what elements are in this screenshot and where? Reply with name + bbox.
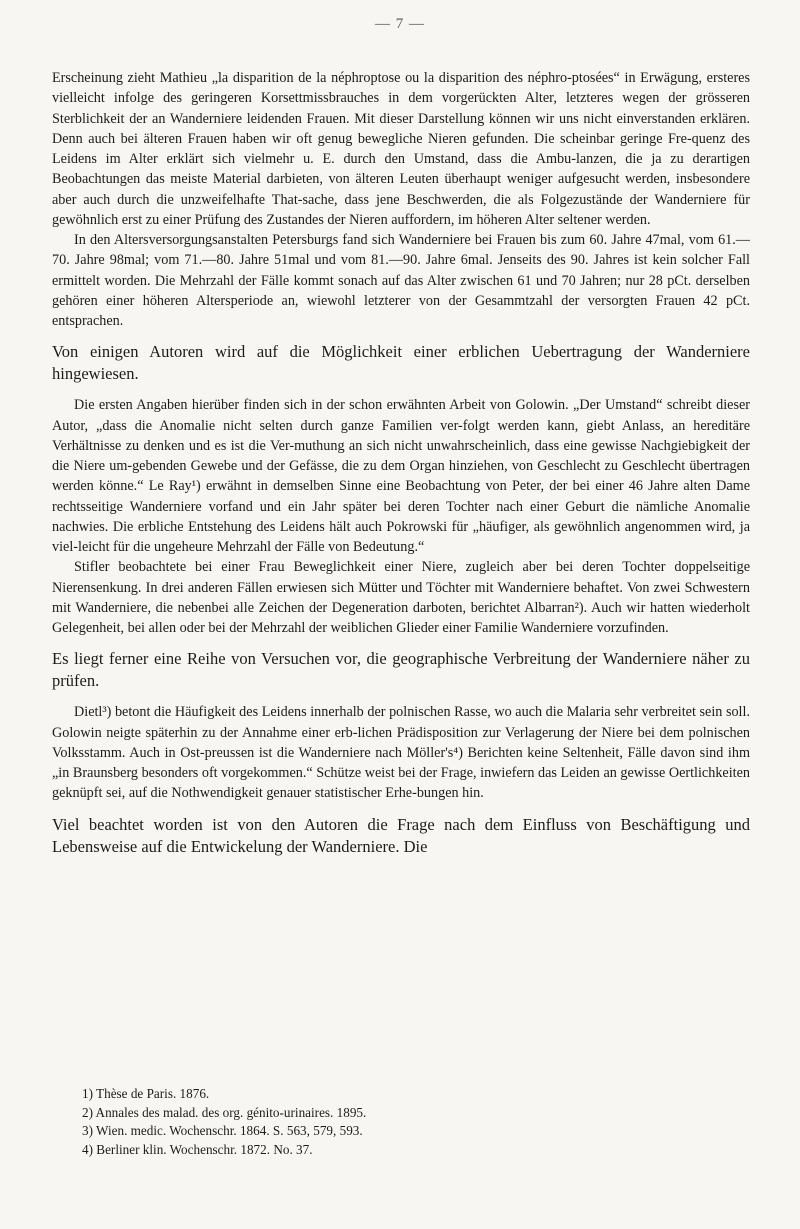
paragraph-2: In den Altersversorgungsanstalten Petersburgs fand sich Wanderniere bei Frauen bis zum 60. Jahre 47mal, vom 61.—70. Jahre 98mal; vom 71.—80. Jahre 51mal und vom 81.—90. Jahre 6mal. Jenseits des 90. Jahres ist kein solcher Fall ermittelt worden. Die Mehrzahl der Fälle kommt sonach auf das Alter zwischen 61 und 70 Jahren; nur 28 pCt. derselben gehören einer höheren Altersperiode an, wiewohl letzterer von der Gesammtzahl der versorgten Frauen 42 pCt. entsprachen. bbox=[52, 232, 750, 329]
section-heading-occupation: Viel beachtet worden ist von den Autoren die Frage nach dem Einfluss von Beschäftigung und Lebensweise auf die Entwickelung der Wanderniere. Die bbox=[52, 814, 750, 856]
paragraph-5: Dietl³) betont die Häufigkeit des Leidens innerhalb der polnischen Rasse, wo auch die Malaria sehr verbreitet sein soll. Golowin neigte späterhin zu der Annahme einer erb-lichen Prädisposition zur Verlagerung der Niere bei dem polnischen Volksstamm. Auch in Ost-preussen ist die Wanderniere nach Möller's⁴) Berichten keine Seltenheit, Fälle davon sind ihm „in Braunsberg besonders oft vorgekommen.“ Schütze weist bei der Frage, inwiefern das Leiden an gewisse Oertlichkeiten geknüpft sei, auf die Nothwendigkeit genauer statistischer Erhe-bungen hin. bbox=[52, 704, 750, 802]
section-heading-geography: Es liegt ferner eine Reihe von Versuchen vor, die geographische Verbreitung der Wanderniere näher zu prüfen. bbox=[52, 649, 750, 691]
section-heading-heredity: Von einigen Autoren wird auf die Möglichkeit einer erblichen Uebertragung der Wanderniere hingewiesen. bbox=[52, 342, 750, 384]
page-number: — 7 — bbox=[375, 16, 425, 32]
footnote-1: 1) Thèse de Paris. 1876. bbox=[82, 1086, 210, 1101]
paragraph-3: Die ersten Angaben hierüber finden sich in der schon erwähnten Arbeit von Golowin. „Der Umstand“ schreibt dieser Autor, „dass die Anomalie nicht selten durch ganze Familien ver-folgt werden kann, giebt Anlass, an hereditäre Verhältnisse zu denken und es ist die Ver-muthung an sich nicht unwahrscheinlich, dass eine gewisse Nachgiebigkeit der die Niere um-gebenden Gewebe und der Gefässe, die zu dem Organ hinziehen, von Geschlecht zu Geschlecht übertragen werden könne.“ Le Ray¹) erwähnt in demselben Sinne eine Beobachtung von Peter, der bei einer 46 Jahre alten Dame rechtsseitige Wanderniere vorfand und ein Jahr später bei deren Tochter nach einer Geburt die nämliche Anomalie nachwies. Die erbliche Entstehung des Leidens hält auch Pokrowski für „häufiger, als gewöhnlich angenommen wird, ja viel-leicht für die ungeheure Mehrzahl der Fälle von Bedeutung.“ bbox=[52, 397, 750, 555]
body-text bbox=[52, 68, 750, 858]
footnotes bbox=[82, 1085, 742, 1159]
footnote-4: 4) Berliner klin. Wochenschr. 1872. No. 37. bbox=[82, 1141, 313, 1157]
paragraph-4: Stifler beobachtete bei einer Frau Beweglichkeit einer Niere, zugleich aber bei deren Tochter doppelseitige Nierensenkung. In drei anderen Fällen erwiesen sich Mütter und Töchter mit Wanderniere behaftet. Von zwei Schwestern mit Wanderniere, die nebenbei alle Zeichen der Degeneration darboten, berichtet Albarran²). Auch wir hatten wiederholt Gelegenheit, bei allen oder bei der Mehrzahl der weiblichen Glieder einer Familie Wanderniere vorzufinden. bbox=[52, 559, 750, 636]
paragraph-1: Erscheinung zieht Mathieu „la disparition de la néphroptose ou la disparition des néphro-ptosées“ in Erwägung, ersteres vielleicht infolge des geringeren Korsettmissbrauches in dem vorgerückten Alter, letzteres wegen der grösseren Sterblichkeit der an Wanderniere leidenden Frauen. Mit dieser Darstellung können wir uns nicht einverstanden erklären. Denn auch bei älteren Frauen haben wir oft genug bewegliche Nieren gefunden. Die scheinbar geringe Fre-quenz des Leidens im Alter erklärt sich vielmehr u. E. durch den Umstand, dass die Ambu-lanzen, die ja zu derartigen Beobachtungen das meiste Material darbieten, von älteren Leuten überhaupt weniger aufgesucht werden, insbesondere aber auch durch die unzweifelhafte That-sache, dass jene Beschwerden, die als Folgezustände der Wanderniere für gewöhnlich erst zu einer Prüfung des Zustandes der Nieren auffordern, im höheren Alter seltener werden. bbox=[52, 70, 750, 228]
footnote-3: 3) Wien. medic. Wochenschr. 1864. S. 563, 579, 593. bbox=[82, 1123, 363, 1138]
footnote-2: 2) Annales des malad. des org. génito-urinaires. 1895. bbox=[82, 1104, 367, 1120]
